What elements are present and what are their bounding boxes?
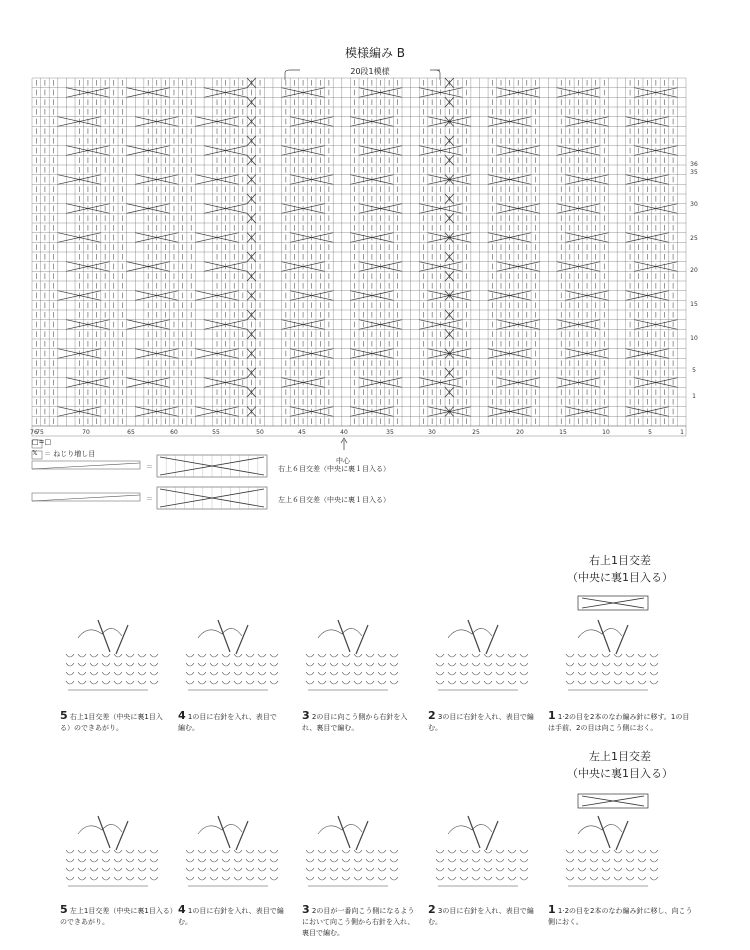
row-number: 20	[690, 267, 698, 274]
right-cross-box	[578, 596, 648, 610]
col-number: 45	[298, 429, 306, 436]
col-number: 40	[340, 429, 348, 436]
repeat-label: 20段1模様	[350, 67, 390, 76]
row-number: 15	[690, 301, 698, 308]
legend-left-cross: 左上６目交差（中央に裏１目入る）	[278, 496, 390, 504]
left-cross-box	[578, 794, 648, 808]
col-number: 50	[256, 429, 264, 436]
col-number: 55	[212, 429, 220, 436]
chart-title: 模様編み B	[344, 46, 406, 60]
left-step-illustration-4	[186, 816, 278, 886]
right-cross-title	[540, 552, 700, 586]
legend-right-cross-bar	[32, 461, 140, 469]
right-step-1-caption: 1 1·2の目を2本のなわ編み針に移す。1の目は手前、2の目は向こう側におく。	[548, 709, 690, 732]
col-number: 35	[386, 429, 394, 436]
legend-right-cross: 右上６目交差（中央に裏１目入る）	[278, 465, 390, 473]
col-number: 65	[127, 429, 135, 436]
right-cross-title-line1: 右上1目交差	[589, 554, 651, 567]
right-step-illustration-3	[306, 620, 398, 690]
left-step-3-caption: 3 2の目が一番向こう側になるようにおいて向こう側から右針を入れ、裏目で編む。	[302, 903, 415, 937]
left-cross-symbol	[157, 487, 267, 509]
row-number: 36	[690, 161, 698, 168]
row-number: 35	[690, 169, 698, 176]
left-step-5-caption: 5 左上1目交差（中央に裏1目入る）のできあがり。	[60, 903, 174, 926]
legend-twist-symbol: 𝕏	[32, 449, 38, 457]
legend-purl: □=□	[32, 438, 52, 446]
right-step-illustration-5	[66, 620, 158, 690]
left-cross-title-line2: （中央に裏1目入る）	[567, 767, 673, 780]
right-step-3-caption: 3 2の目に向こう側から右針を入れ、裏目で編む。	[302, 709, 408, 732]
right-step-5-caption: 5 右上1目交差（中央に裏1目入る）のできあがり。	[60, 709, 163, 732]
left-cross-title-line1: 左上1目交差	[589, 750, 651, 763]
legend-twist: ＝ ねじり増し目	[44, 450, 96, 458]
right-cross-title-line2: （中央に裏1目入る）	[567, 571, 673, 584]
legend-left-cross-bar	[32, 493, 140, 501]
center-label: 中心	[336, 457, 350, 465]
row-number: 25	[690, 235, 698, 242]
right-cross-symbol	[157, 455, 267, 477]
row-number: 1	[692, 393, 696, 400]
col-number: 1	[680, 429, 684, 436]
right-step-2-caption: 2 3の目に右針を入れ、表目で編む。	[428, 709, 534, 732]
row-number: 30	[690, 201, 698, 208]
col-number: 15	[559, 429, 567, 436]
col-number: 5	[648, 429, 652, 436]
left-step-illustration-1	[566, 816, 658, 886]
chart-grid	[32, 78, 686, 426]
right-step-4-caption: 4 1の目に右針を入れ、表目で編む。	[178, 709, 277, 732]
left-step-1-caption: 1 1·2の目を2本のなわ編み針に移し、向こう側におく。	[548, 903, 693, 926]
right-step-illustration-2	[436, 620, 528, 690]
left-step-illustration-3	[306, 816, 398, 886]
left-step-2-caption: 2 3の目に右針を入れ、表目で編む。	[428, 903, 534, 926]
left-step-illustration-2	[436, 816, 528, 886]
col-number: 75	[36, 429, 44, 436]
legend-eq-1: ＝	[146, 463, 153, 471]
col-number: 30	[428, 429, 436, 436]
col-number: 20	[516, 429, 524, 436]
col-number: 60	[170, 429, 178, 436]
row-number: 10	[690, 335, 698, 342]
col-number: 70	[82, 429, 90, 436]
right-step-illustration-4	[186, 620, 278, 690]
col-number: 76	[30, 429, 38, 436]
right-step-illustration-1	[566, 620, 658, 690]
row-number: 5	[692, 367, 696, 374]
left-step-illustration-5	[66, 816, 158, 886]
legend-eq-2: ＝	[146, 495, 153, 503]
col-number: 10	[602, 429, 610, 436]
col-number: 25	[472, 429, 480, 436]
left-step-4-caption: 4 1の目に右針を入れ、表目で編む。	[178, 903, 284, 926]
left-cross-title	[540, 748, 700, 782]
